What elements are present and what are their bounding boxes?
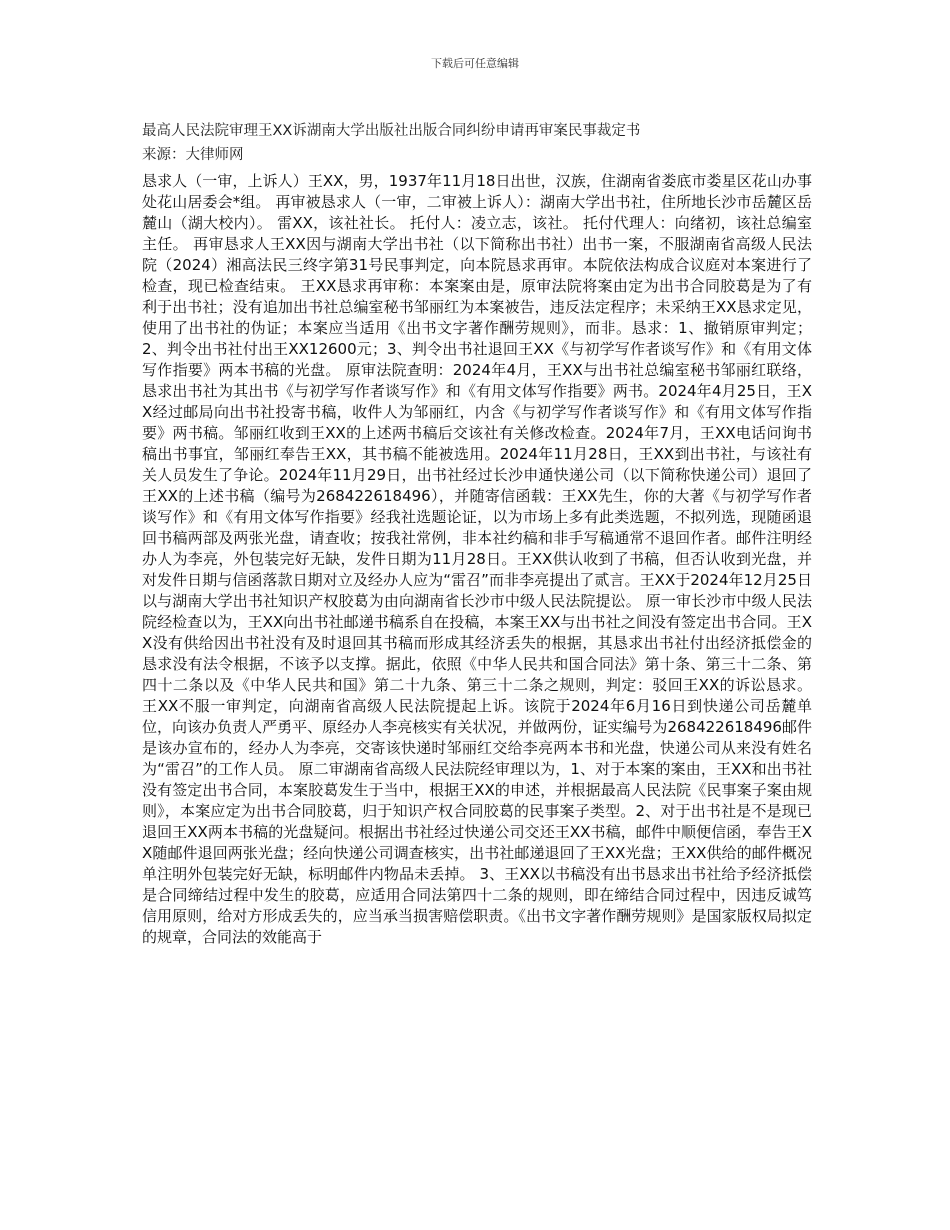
- header-note: 下载后可任意编辑: [431, 57, 519, 70]
- document-body: 恳求人（一审，上诉人）王XX，男，1937年11月18日出世，汉族，住湖南省娄底市娄星区花山办事处花山居委会*组。 再审被恳求人（一审，二审被上诉人）：湖南大学出书社，住所地长沙市岳麓区岳麓山（湖大校内）。 雷XX，该社社长。 托付人：凌立志，该社。 托付代理人：向绪初，该社总编室主任。 再审恳求人王XX因与湖南大学出书社（以下简称出书社）出书一案，不服湖南省高级人民法院（2024）湘高法民三终字第31号民事判定，向本院恳求再审。本院依法构成合议庭对本案进行了检查，现已检查结束。 王XX恳求再审称：本案案由是，原审法院将案由定为出书合同胶葛是为了有利于出书社；没有追加出书社总编室秘书邹丽红为本案被告，违反法定程序；未采纳王XX恳求定见，使用了出书社的伪证；本案应当适用《出书文字著作酬劳规则》，而非。恳求：1、撤销原审判定；2、判令出书社付出王XX12600元；3、判令出书社退回王XX《与初学写作者谈写作》和《有用文体写作指要》两本书稿的光盘。 原审法院查明：2024年4月，王XX与出书社总编室秘书邹丽红联络，恳求出书社为其出书《与初学写作者谈写作》和《有用文体写作指要》两书。2024年4月25日，王XX经过邮局向出书社投寄书稿，收件人为邹丽红，内含《与初学写作者谈写作》和《有用文体写作指要》两书稿。邹丽红收到王XX的上述两书稿后交该社有关修改检查。2024年7月，王XX电话问询书稿出书事宜，邹丽红奉告王XX，其书稿不能被选用。2024年11月28日，王XX到出书社，与该社有关人员发生了争论。2024年11月29日，出书社经过长沙申通快递公司（以下简称快递公司）退回了王XX的上述书稿（编号为268422618496），并随寄信函载：王XX先生，你的大著《与初学写作者谈写作》和《有用文体写作指要》经我社选题论证，以为市场上多有此类选题，不拟列选，现随函退回书稿两部及两张光盘，请查收；按我社常例，非本社约稿和非手写稿通常不退回作者。邮件注明经办人为李亮，外包装完好无缺，发件日期为11月28日。王XX供认收到了书稿，但否认收到光盘，并对发件日期与信函落款日期对立及经办人应为“雷召”而非李亮提出了贰言。王XX于2024年12月25日以与湖南大学出书社知识产权胶葛为由向湖南省长沙市中级人民法院提讼。 原一审长沙市中级人民法院经检查以为，王XX向出书社邮递书稿系自在投稿，本案王XX与出书社之间没有签定出书合同。王XX没有供给因出书社没有及时退回其书稿而形成其经济丢失的根据，其恳求出书社付出经济抵偿金的恳求没有法令根据，不该予以支撑。据此，依照《中华人民共和国合同法》第十条、第三十二条、第四十二条以及《中华人民共和国》第二十九条、第三十二条之规则，判定：驳回王XX的诉讼恳求。 王XX不服一审判定，向湖南省高级人民法院提起上诉。该院于2024年6月16日到快递公司岳麓单位，向该办负责人严勇平、原经办人李亮核实有关状况，并做两份，证实编号为268422618496邮件是该办宣布的，经办人为李亮，交寄该快递时邹丽红交给李亮两本书和光盘，快递公司从来没有姓名为“雷召”的工作人员。 原二审湖南省高级人民法院经审理以为，1、对于本案的案由，王XX和出书社没有签定出书合同，本案胶葛发生于当中，根据王XX的申述，并根据最高人民法院《民事案子案由规则》，本案应定为出书合同胶葛，归于知识产权合同胶葛的民事案子类型。2、对于出书社是不是现已退回王XX两本书稿的光盘疑问。根据出书社经过快递公司交还王XX书稿，邮件中顺便信函，奉告王XX随邮件退回两张光盘；经向快递公司调查核实，出书社邮递退回了王XX光盘；王XX供给的邮件概况单注明外包装完好无缺，标明邮件内物品未丢掉。 3、王XX以书稿没有出书恳求出书社给予经济抵偿是合同缔结过程中发生的胶葛，应适用合同法第四十二条的规则，即在缔结合同过程中，因违反诚笃信用原则，给对方形成丢失的，应当承当损害赔偿职责。《出书文字著作酬劳规则》是国家版权局拟定的规章，合同法的效能高于: [142, 172, 812, 946]
- document-source: 来源：大律师网: [142, 147, 244, 163]
- document-title: 最高人民法院审理王XX诉湖南大学出版社出版合同纠纷申请再审案民事裁定书: [142, 123, 641, 139]
